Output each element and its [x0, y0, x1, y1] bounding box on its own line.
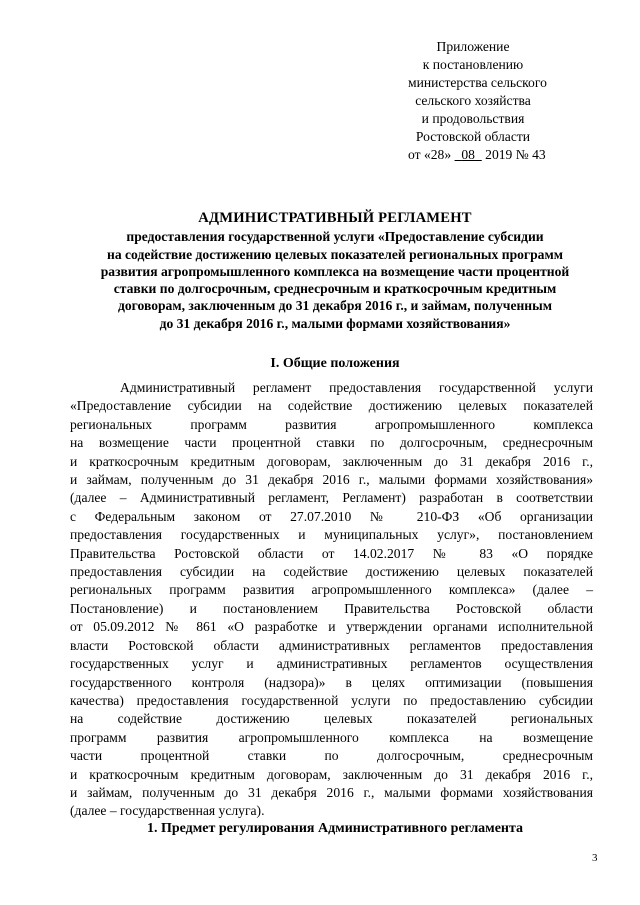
body-line: от 05.09.2012 № 861 «О разработке и утверждении органами исполнительной — [70, 619, 593, 635]
body-line: предоставления субсидии на содействие достижению целевых показателей — [70, 564, 593, 580]
body-line: (далее – государственная услуга). — [70, 803, 265, 819]
document-title — [62, 210, 608, 332]
body-line: предоставления государственных и муниципальных услуг», постановлением — [70, 527, 593, 543]
body-line: Правительства Ростовской области от 14.02.2017 № 83 «О порядке — [70, 545, 593, 561]
body-line: государственных услуг и административных регламентов осуществления — [70, 656, 593, 672]
body-line: (далее – Административный регламент, Регламент) разработан в соответствии — [70, 490, 593, 506]
body-line: Постановление) и постановлением Правительства Ростовской области — [70, 600, 593, 616]
body-line: государственного контроля (надзора)» в целях оптимизации (повышения — [70, 674, 593, 690]
body-line: Административный регламент предоставления государственной услуги — [120, 380, 593, 395]
body-line: и краткосрочным кредитным договорам, заключенным до 31 декабря 2016 г., — [70, 453, 593, 469]
body-line: на содействие достижению целевых показателей региональных — [70, 711, 593, 727]
page-number: 3 — [592, 852, 598, 864]
body-line: части процентной ставки по долгосрочным, среднесрочным — [70, 748, 593, 764]
title-line: предоставления государственной услуги «Предоставление субсидии — [126, 229, 544, 245]
body-line: качества) предоставления государственной услуги по предоставлению субсидии — [70, 692, 593, 708]
body-line: и краткосрочным кредитным договорам, заключенным до 31 декабря 2016 г., — [70, 766, 593, 782]
appendix-date-line — [408, 146, 546, 164]
appendix-date-suffix: 2019 № 43 — [485, 147, 546, 162]
body-line: региональных программ развития агропромышленного комплекса — [70, 416, 593, 432]
subsection-heading: 1. Предмет регулирования Административного регламента — [146, 821, 524, 836]
body-line: с Федеральным законом от 27.07.2010 № 210-ФЗ «Об организации — [70, 508, 593, 524]
body-line: и займам, полученным до 31 декабря 2016 г., малыми формами хозяйствования — [70, 784, 593, 800]
title-line: договорам, заключенным до 31 декабря 2016 г., и займам, полученным — [117, 298, 553, 314]
body-line: «Предоставление субсидии на содействие достижению целевых показателей — [70, 398, 593, 414]
body-line: на возмещение части процентной ставки по долгосрочным, среднесрочным — [70, 435, 593, 451]
appendix-date-month: 08 — [461, 147, 475, 162]
appendix-line: Приложение — [436, 39, 510, 54]
title-main: АДМИНИСТРАТИВНЫЙ РЕГЛАМЕНТ — [198, 210, 472, 226]
appendix-line: Ростовской области — [415, 129, 531, 144]
section-heading: I. Общие положения — [270, 356, 400, 371]
appendix-line: сельского хозяйства — [415, 93, 531, 108]
body-line: власти Ростовской области административных регламентов предоставления — [70, 637, 593, 653]
body-paragraph — [70, 379, 593, 821]
body-line: региональных программ развития агропромышленного комплекса» (далее – — [70, 582, 593, 598]
appendix-line: к постановлению — [422, 57, 524, 72]
body-line: и займам, полученным до 31 декабря 2016 г., малыми формами хозяйствования» — [70, 472, 593, 488]
appendix-date-prefix: от «28» — [408, 147, 452, 162]
appendix-line: министерства сельского — [408, 75, 547, 90]
appendix-header — [408, 38, 547, 164]
title-line: ставки по долгосрочным, среднесрочным и краткосрочным кредитным — [113, 281, 557, 297]
title-line: на содействие достижению целевых показателей региональных программ — [107, 246, 563, 262]
title-line: до 31 декабря 2016 г., малыми формами хозяйствования» — [159, 315, 511, 331]
body-line: программ развития агропромышленного комплекса на возмещение — [70, 729, 593, 745]
title-line: развития агропромышленного комплекса на возмещение части процентной — [100, 263, 570, 279]
appendix-line: и продовольствия — [421, 111, 525, 126]
